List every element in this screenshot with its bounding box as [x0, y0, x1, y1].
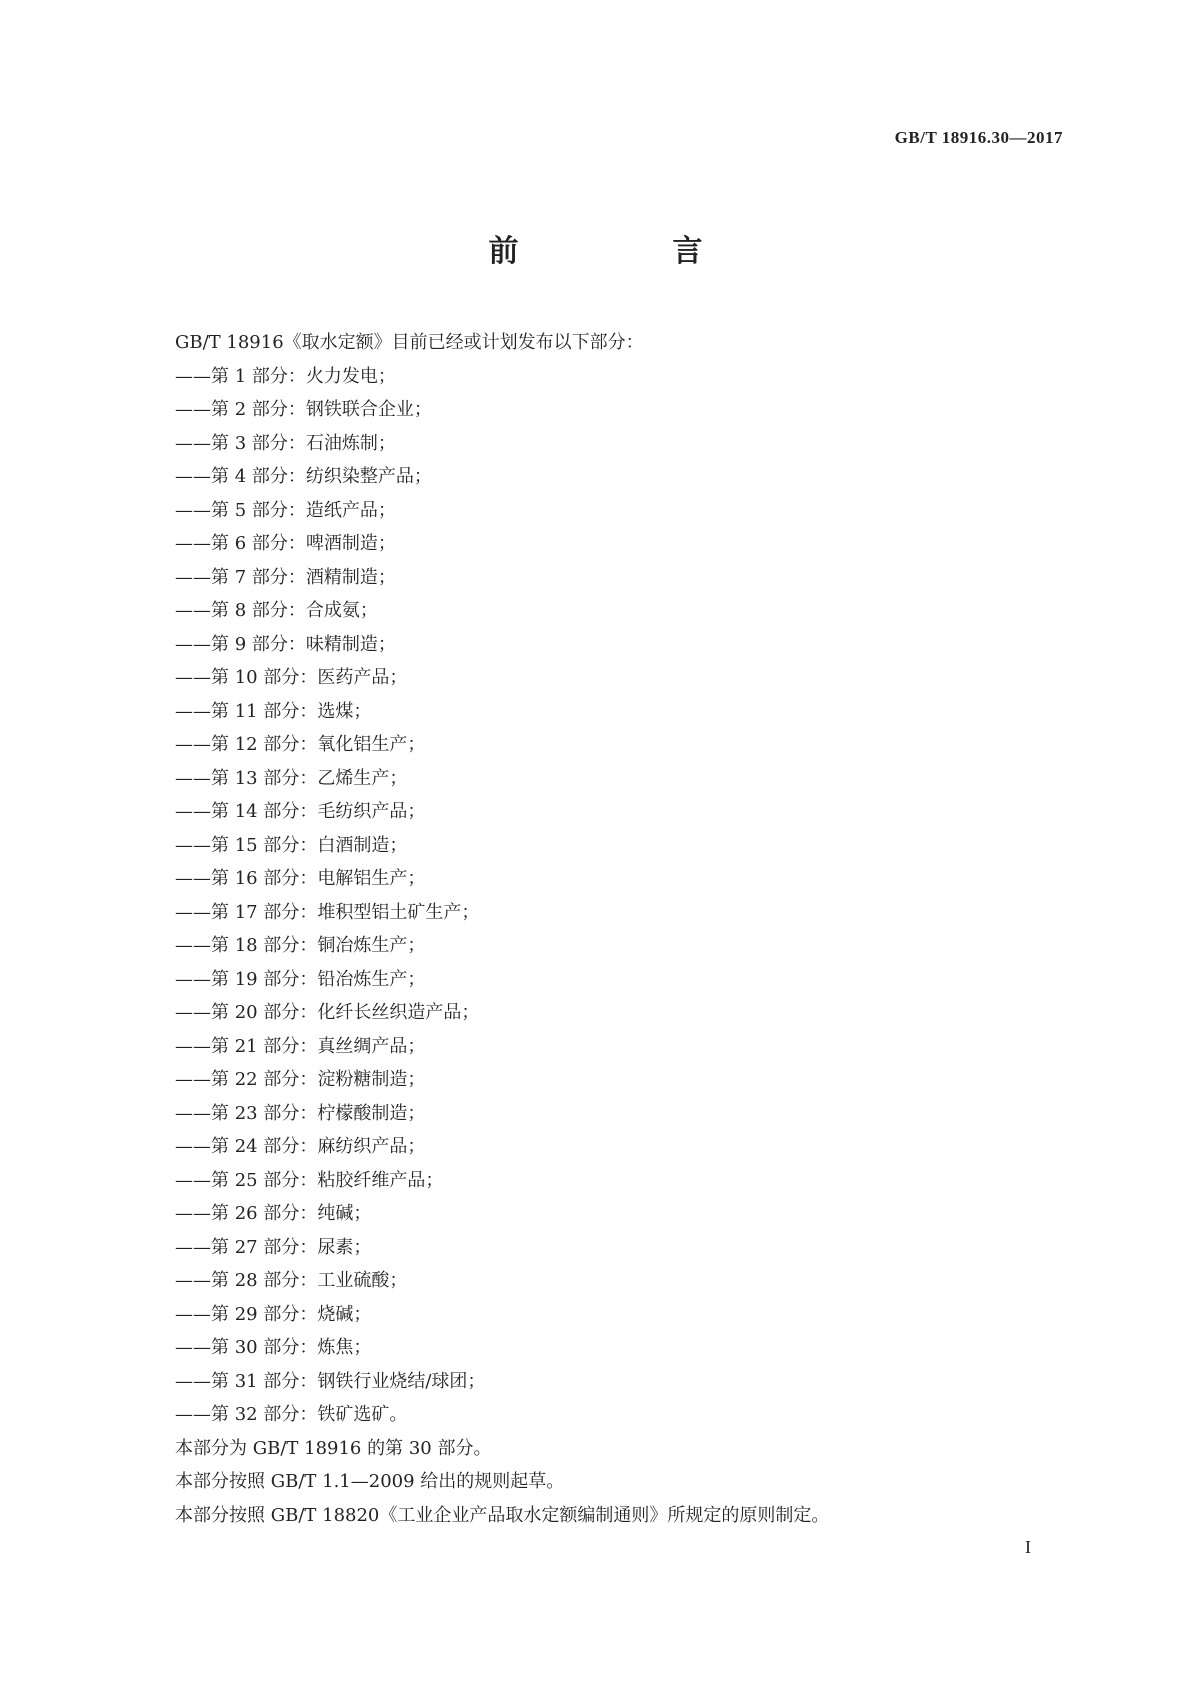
list-item: ——第 6 部分：啤酒制造； [175, 533, 396, 554]
list-item: ——第 1 部分：火力发电； [175, 365, 396, 387]
list-item: ——第 21 部分：真丝绸产品； [175, 1035, 426, 1057]
list-item: ——第 13 部分：乙烯生产； [175, 767, 408, 789]
list-item: ——第 25 部分：粘胶纤维产品； [175, 1169, 444, 1191]
list-item: ——第 27 部分：尿素； [175, 1236, 372, 1258]
standard-code: GB/T 18916.30—2017 [894, 128, 1063, 147]
list-item: ——第 15 部分：白酒制造； [175, 834, 408, 856]
list-item: ——第 17 部分：堆积型铝土矿生产； [175, 901, 480, 923]
list-item: ——第 26 部分：纯碱； [175, 1203, 372, 1224]
list-item: ——第 20 部分：化纤长丝织造产品； [175, 1002, 480, 1023]
list-item: ——第 24 部分：麻纺织产品； [175, 1136, 426, 1157]
list-item: ——第 9 部分：味精制造； [175, 633, 396, 655]
list-item: ——第 7 部分：酒精制造； [175, 566, 396, 588]
list-item: ——第 22 部分：淀粉糖制造； [175, 1069, 426, 1090]
list-item: ——第 8 部分：合成氨； [175, 600, 378, 621]
list-item: ——第 28 部分：工业硫酸； [175, 1270, 408, 1291]
closing-paragraph: 本部分按照 GB/T 18820《工业企业产品取水定额编制通则》所规定的原则制定。 [175, 1504, 830, 1526]
page-number: I [1025, 1537, 1031, 1557]
list-item: ——第 23 部分：柠檬酸制造； [175, 1102, 426, 1124]
list-item: ——第 4 部分：纺织染整产品； [175, 466, 432, 487]
list-item: ——第 3 部分：石油炼制； [175, 432, 396, 454]
list-item: ——第 11 部分：选煤； [175, 700, 372, 722]
closing-paragraph: 本部分按照 GB/T 1.1—2009 给出的规则起草。 [175, 1471, 565, 1492]
list-item: ——第 29 部分：烧碱； [175, 1303, 372, 1325]
page-title: 前 言 [488, 234, 765, 269]
parts-list [0, 360, 1191, 1432]
list-item: ——第 19 部分：铅冶炼生产； [175, 968, 426, 990]
list-item: ——第 5 部分：造纸产品； [175, 499, 396, 521]
list-item: ——第 30 部分：炼焦； [175, 1337, 372, 1358]
list-item: ——第 14 部分：毛纺织产品； [175, 801, 426, 822]
list-item: ——第 31 部分：钢铁行业烧结/球团； [175, 1370, 486, 1392]
list-item: ——第 10 部分：医药产品； [175, 667, 408, 688]
list-item: ——第 18 部分：铜冶炼生产； [175, 935, 426, 956]
document-body [0, 326, 1191, 1532]
list-item: ——第 2 部分：钢铁联合企业； [175, 399, 432, 420]
list-item: ——第 16 部分：电解铝生产； [175, 868, 426, 889]
list-item: ——第 32 部分：铁矿选矿。 [175, 1404, 408, 1425]
closing-paragraph: 本部分为 GB/T 18916 的第 30 部分。 [175, 1437, 492, 1459]
intro-paragraph: GB/T 18916《取水定额》目前已经或计划发布以下部分： [175, 332, 644, 353]
list-item: ——第 12 部分：氧化铝生产； [175, 734, 426, 755]
